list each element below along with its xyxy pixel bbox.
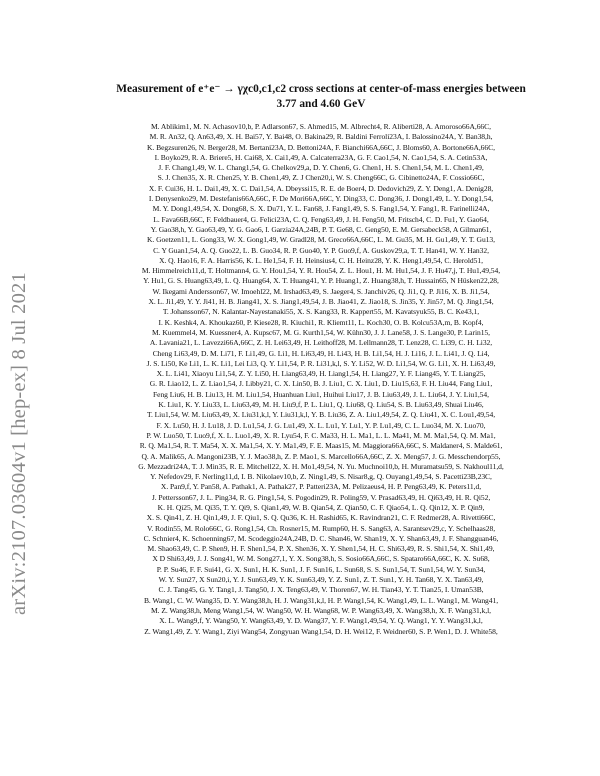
author-line: T. Liu1,54, W. M. Liu63,49, X. Liu31,k,l, Y. Liu31,k,l, Y. B. Liu36, Z. A. Liu1,49,54, Z. Q. Liu41, X. C. Lou1,49,54, [146, 410, 496, 420]
author-line: L. Fava66B,66C, F. Feldbauer4, G. Felici23A, C. Q. Feng63,49, J. H. Feng50, M. Fritsch4, C. D. Fu1, Y. Gao64, [153, 214, 489, 224]
author-line: I. K. Keshk4, A. Khoukaz60, P. Kiese28, R. Kiuchi1, R. Kliemt11, L. Koch30, O. B. Kolcu53A,m, B. Kopf4, [158, 317, 484, 327]
author-line: T. Johansson67, N. Kalantar-Nayestanaki55, X. S. Kang33, R. Kappert55, M. Kavatsyuk55, B. C. Ke43,1, [162, 307, 480, 317]
author-line: K. Begzsuren26, N. Berger28, M. Bertani23A, D. Bettoni24A, F. Bianchi66A,66C, J. Bloms60, A. Bortone66A,66C, [147, 142, 495, 152]
author-line: J. S. Li50, Ke Li1, L. K. Li1, Lei Li3, Q. Y. Li1,54, P. R. Li31,k,l, S. Y. Li52, W. D. Li1,54, W. G. Li1, X. H. Li63,49, [146, 358, 496, 368]
author-line: M. Kuemmel4, M. Kuessner4, A. Kupsc67, M. G. Kurth1,54, W. Kühn30, J. J. Lane58, J. S. Lange30, P. Larin15, [151, 327, 490, 337]
author-line: F. X. Lu50, H. J. Lu18, J. D. Lu1,54, J. G. Lu1,49, X. L. Lu1, Y. Lu1, Y. P. Lu1,49, C. L. Luo34, M. X. Luo70, [156, 420, 486, 430]
author-line: C. Schnier4, K. Schoenning67, M. Scodeggio24A,24B, D. C. Shan46, W. Shan19, X. Y. Shan63,49, J. F. Shangguan46, [143, 533, 499, 543]
author-line: K. Liu1, K. Y. Liu33, L. Liu63,49, M. H. Liu9,f, P. L. Liu1, Q. Liu68, Q. Liu54, S. B. Liu63,49, Shuai Liu46, [158, 400, 484, 410]
author-line: M. Himmelreich11,d, T. Holtmann4, G. Y. Hou1,54, Y. R. Hou54, Z. L. Hou1, H. M. Hu1,54, J. F. Hu47,j, T. Hu1,49,54, [141, 266, 501, 276]
author-line: Y. Gao38,h, Y. Gao63,49, Y. G. Gao6, I. Garzia24A,24B, P. T. Ge68, C. Geng50, E. M. Gersabeck58, A Gilman61, [150, 224, 492, 234]
author-line: M. Z. Wang38,h, Meng Wang1,54, W. Wang50, W. H. Wang68, W. P. Wang63,49, X. Wang38,h, X. F. Wang31,k,l, [151, 605, 491, 615]
author-line: M. R. An32, Q. An63,49, X. H. Bai57, Y. Bai48, O. Bakina29, R. Baldini Ferroli23A, I. Balossino24A, Y. Ban38,h, [149, 132, 493, 142]
arxiv-identifier-stamp [0, 0, 46, 776]
author-line: X D Shi63,49, J. J. Song41, W. M. Song27,1, Y. X. Song38,h, S. Sosio66A,66C, S. Spataro66A,66C, K. X. Su68, [152, 554, 490, 564]
author-line: P. P. Su46, F. F. Sui41, G. X. Sun1, H. K. Sun1, J. F. Sun16, L. Sun68, S. S. Sun1,54, T. Sun1,54, W. Y. Sun34, [156, 564, 486, 574]
author-line: A. Lavania21, L. Lavezzi66A,66C, Z. H. Lei63,49, H. Leithoff28, M. Lellmann28, T. Lenz28, C. Li39, C. H. Li32, [149, 338, 493, 348]
arxiv-id: arXiv:2107.03604v1 [hep-ex] 8 Jul 2021 [8, 272, 30, 615]
author-line: Z. Wang1,49, Z. Y. Wang1, Ziyi Wang54, Zongyuan Wang1,54, D. H. Wei12, F. Weidner60, S. P. Wen1, D. J. White58, [144, 626, 498, 636]
author-line: K. Goetzen11, L. Gong33, W. X. Gong1,49, W. Gradl28, M. Greco66A,66C, L. M. Gu35, M. H. Gu1,49, Y. T. Gu13, [147, 235, 495, 245]
author-line: Cheng Li63,49, D. M. Li71, F. Li1,49, G. Li1, H. Li63,49, H. Li43, H. B. Li1,54, H. J. Li16, J. L. Li41, J. Q. Li4, [152, 348, 490, 358]
title-line-1: Measurement of e⁺e⁻ → γχc0,c1,c2 cross sections at center-of-mass energies between [116, 83, 526, 95]
author-line: S. J. Chen35, X. R. Chen25, Y. B. Chen1,49, Z. J Chen20,i, W. S. Cheng66C, G. Cibinetto24A, F. Cossio66C, [157, 173, 485, 183]
author-line: Y. Nefedov29, F. Nerling11,d, I. B. Nikolaev10,b, Z. Ning1,49, S. Nisar8,g, Q. Ouyang1,49,54, S. Pacetti23B,23C, [150, 472, 492, 482]
author-line: C. J. Tang45, G. Y. Tang1, J. Tang50, J. X. Teng63,49, V. Thoren67, W. H. Tian43, Y. T. Tian25, I. Uman53B, [158, 585, 484, 595]
author-line: X. L. Ji1,49, Y. Y. Ji41, H. B. Jiang41, X. S. Jiang1,49,54, J. B. Jiao41, Z. Jiao18, S. Jin35, Y. Jin57, M. Q. Jing1,54, [148, 297, 494, 307]
author-line: M. Shao63,49, C. P. Shen9, H. F. Shen1,54, P. X. Shen36, X. Y. Shen1,54, H. C. Shi63,49, R. S. Shi1,54, X. Shi1,49, [147, 544, 495, 554]
author-line: X. Q. Hao16, F. A. Harris56, K. L. He1,54, F. H. Heinsius4, C. H. Heinz28, Y. K. Heng1,49,54, C. Herold51, [159, 255, 483, 265]
paper-title [56, 82, 586, 112]
author-line: X. S. Qin41, Z. H. Qin1,49, J. F. Qiu1, S. Q. Qu36, K. H. Rashid65, K. Ravindran21, C. F. Redmer28, A. Rivetti66C, [146, 513, 496, 523]
author-line: M. Y. Dong1,49,54, X. Dong68, S. X. Du71, Y. L. Fan68, J. Fang1,49, S. S. Fang1,54, Y. Fang1, R. Farinelli24A, [152, 204, 490, 214]
author-line: W. Y. Sun27, X Sun20,i, Y. J. Sun63,49, Y. K. Sun63,49, Y. Z. Sun1, Z. T. Sun1, Y. H. Tan68, Y. X. Tan63,49, [158, 575, 484, 585]
author-line: Y. Hu1, G. S. Huang63,49, L. Q. Huang64, X. T. Huang41, Y. P. Huang1, Z. Huang38,h, T. Hussain65, N Hüsken22,28, [143, 276, 499, 286]
author-list [56, 122, 586, 637]
author-line: I. Denysenko29, M. Destefanis66A,66C, F. De Mori66A,66C, Y. Ding33, C. Dong36, J. Dong1,49, L. Y. Dong1,54, [148, 194, 494, 204]
author-line: P. W. Luo50, T. Luo9,f, X. L. Luo1,49, X. R. Lyu54, F. C. Ma33, H. L. Ma1, L. L. Ma41, M. M. Ma1,54, Q. M. Ma1, [146, 430, 496, 440]
author-line: Feng Liu6, H. B. Liu13, H. M. Liu1,54, Huanhuan Liu1, Huihui Liu17, J. B. Liu63,49, J. L. Liu64, J. Y. Liu1,54, [153, 389, 489, 399]
paper-page [56, 0, 586, 776]
author-line: X. Pan9,f, Y. Pan58, A. Pathak1, A. Pathak27, P. Patteri23A, M. Pelizaeus4, H. P. Peng63,49, K. Peters11,d, [160, 482, 482, 492]
author-line: J. F. Chang1,49, W. L. Chang1,54, G. Chelkov29,a, D. Y. Chen6, G. Chen1, H. S. Chen1,54, M. L. Chen1,49, [158, 163, 484, 173]
author-line: X. L. Wang9,f, Y. Wang50, Y. Wang63,49, Y. D. Wang37, Y. F. Wang1,49,54, Y. Q. Wang1, Y. Y. Wang31,k,l, [159, 616, 483, 626]
author-line: W. Ikegami Andersson67, W. Imoehl22, M. Irshad63,49, S. Jaeger4, S. Janchiv26, Q. Ji1, Q. P. Ji16, X. B. Ji1,54, [152, 286, 490, 296]
author-line: X. L. Li41, Xiaoyu Li1,54, Z. Y. Li50, H. Liang63,49, H. Liang1,54, H. Liang27, Y. F. Liang45, Y. T. Liang25, [156, 369, 486, 379]
author-line: B. Wang1, C. W. Wang35, D. Y. Wang38,h, H. J. Wang31,k,l, H. P. Wang1,54, K. Wang1,49, L. L. Wang1, M. Wang41, [143, 595, 499, 605]
author-line: V. Rodin55, M. Rolo66C, G. Rong1,54, Ch. Rosner15, M. Rump60, H. S. Sang63, A. Sarantsev29,c, Y. Schelhaas28, [146, 523, 496, 533]
author-line: K. H. Qi25, M. Qi35, T. Y. Qi9, S. Qian1,49, W. B. Qian54, Z. Qian50, C. F. Qiao54, L. Q. Qin12, X. P. Qin9, [157, 502, 485, 512]
title-line-2: 3.77 and 4.60 GeV [276, 98, 366, 110]
author-line: M. Ablikim1, M. N. Achasov10,b, P. Adlarson67, S. Ahmed15, M. Albrecht4, R. Aliberti28, A. Amoroso66A,66C, [151, 122, 491, 131]
author-line: I. Boyko29, R. A. Briere5, H. Cai68, X. Cai1,49, A. Calcaterra23A, G. F. Cao1,54, N. Cao1,54, S. A. Cetin53A, [154, 152, 488, 162]
author-line: R. Q. Ma1,54, R. T. Ma54, X. X. Ma1,54, X. Y. Ma1,49, F. E. Maas15, M. Maggiora66A,66C, S. Maldaner4, S. Malde61, [139, 441, 503, 451]
author-line: J. Pettersson67, J. L. Ping34, R. G. Ping1,54, S. Pogodin29, R. Poling59, V. Prasad63,49, H. Qi63,49, H. R. Qi52, [151, 492, 491, 502]
author-line: Q. A. Malik65, A. Mangoni23B, Y. J. Mao38,h, Z. P. Mao1, S. Marcello66A,66C, Z. X. Meng57, J. G. Messchendorp55, [141, 451, 501, 461]
author-line: X. F. Cui36, H. L. Dai1,49, X. C. Dai1,54, A. Dbeyssi15, R. E. de Boer4, D. Dedovich29, Z. Y. Deng1, A. Denig28, [148, 183, 494, 193]
author-line: G. Mezzadri24A, T. J. Min35, R. E. Mitchell22, X. H. Mo1,49,54, N. Yu. Muchnoi10,b, H. Muramatsu59, S. Nakhoul11,d, [138, 461, 504, 471]
author-line: G. R. Liao12, L. Z. Liao1,54, J. Libby21, C. X. Lin50, B. J. Liu1, C. X. Liu1, D. Liu15,63, F. H. Liu44, Fang Liu1, [149, 379, 493, 389]
author-line: C. Y Guan1,54, A. Q. Guo22, L. B. Guo34, R. P. Guo40, Y. P. Guo9,f, A. Guskov29,a, T. T. Han41, W. Y. Han32, [153, 245, 489, 255]
